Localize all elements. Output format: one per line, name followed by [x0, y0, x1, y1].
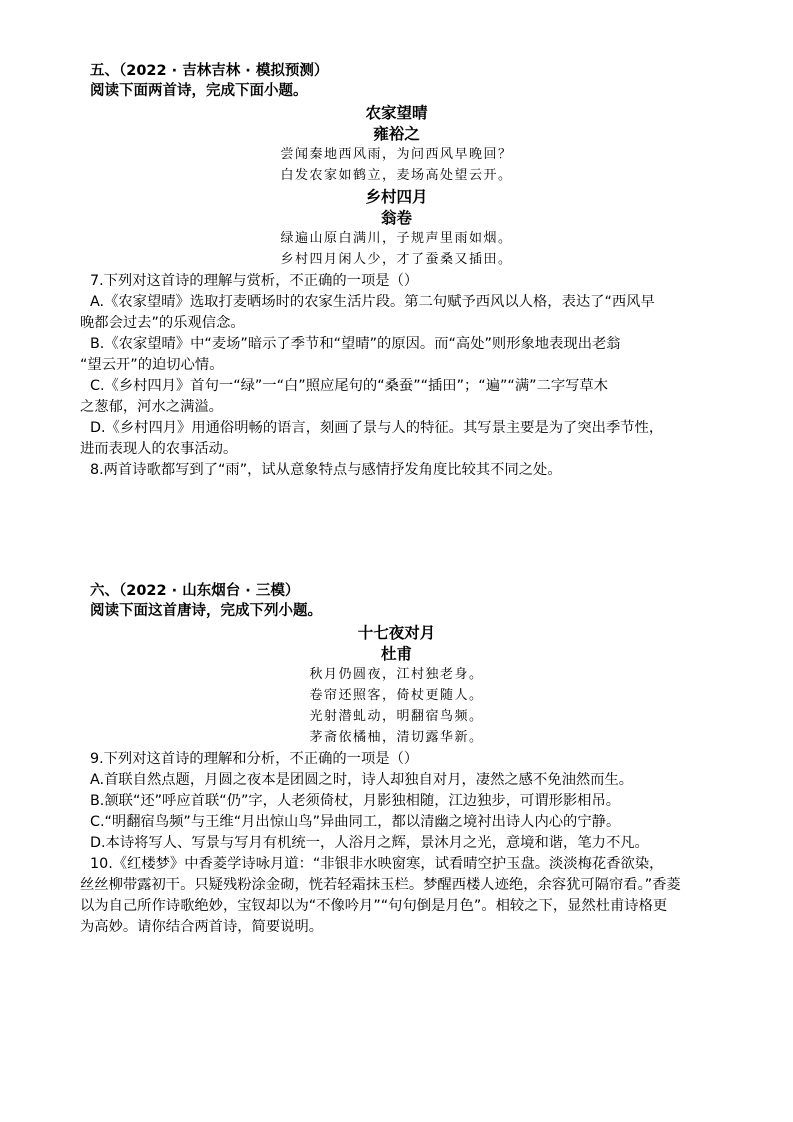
q10-line2: 丝丝柳带露初干。只疑残粉涂金砌，恍若轻霜抹玉栏。梦醒西楼人迹绝，余容犹可隔帘看。”香菱: [80, 877, 681, 893]
poem1-title: 农家望晴: [365, 104, 428, 122]
poem2-author: 翁卷: [380, 209, 412, 227]
poem2-line: 乡村四月闲人少，才了蚕桑又插田。: [280, 252, 513, 267]
q9-option-b: B.颔联“还”呼应首联“仍”字，人老须倚杖，月影独相随，江边独步，可谓形影相吊。: [90, 793, 621, 809]
q7-option-d-line1: D.《乡村四月》用通俗明畅的语言，刻画了景与人的特征。其写景主要是为了突出季节性，: [90, 420, 664, 436]
q7-option-a-line2: 晚都会过去”的乐观信念。: [80, 315, 245, 331]
q7-option-b-line1: B.《农家望晴》中“麦场”暗示了季节和“望晴”的原因。而“高处”则形象地表现出老翁: [90, 336, 621, 352]
q9-option-c: C.“明翻宿鸟频”与王维“月出惊山鸟”异曲同工，都以清幽之境衬出诗人内心的宁静。: [90, 814, 621, 830]
q7-option-d-line2: 进而表现人的农事活动。: [80, 441, 238, 457]
q7-option-c-line2: 之葱郁，河水之满溢。: [80, 399, 223, 415]
poem2-line: 绿遍山原白满川，子规声里雨如烟。: [280, 231, 513, 246]
poem3-line: 秋月仍圆夜，江村独老身。: [309, 667, 484, 682]
section5-instruction: 阅读下面两首诗，完成下面小题。: [90, 83, 308, 99]
q10-line4: 为高妙。请你结合两首诗，简要说明。: [80, 919, 324, 935]
q9-option-a: A.首联自然点题，月圆之夜本是团圆之时，诗人却独自对月，凄然之感不免油然而生。: [90, 772, 634, 788]
q8-question: 8.两首诗歌都写到了“雨”，试从意象特点与感情抒发角度比较其不同之处。: [90, 462, 562, 478]
poem3-author: 杜甫: [380, 645, 412, 663]
q7-option-c-line1: C.《乡村四月》首句一“绿”一“白”照应尾句的“桑蚕”“插田”；“遍”“满”二字写草木: [90, 378, 609, 394]
section5-heading: 五、（2022 · 吉林吉林 · 模拟预测）: [90, 63, 329, 79]
poem3-title: 十七夜对月: [357, 624, 436, 642]
poem2-title: 乡村四月: [365, 188, 428, 206]
poem1-author: 雍裕之: [373, 125, 420, 143]
poem3-line: 茅斋依橘柚，清切露华新。: [309, 730, 484, 745]
q10-line1: 10.《红楼梦》中香菱学诗咏月道：“非银非水映窗寒，试看晴空护玉盘。淡淡梅花香欲染，: [90, 856, 664, 872]
poem3-line: 光射潜虬动，明翻宿鸟频。: [309, 709, 484, 724]
q9-stem: 9.下列对这首诗的理解和分析，不正确的一项是（）: [90, 751, 419, 767]
q10-line3: 以为自己所作诗歌绝妙，宝钗却以为“不像吟月”“句句倒是月色”。相较之下，显然杜甫诗格更: [80, 898, 668, 914]
poem3-line: 卷帘还照客，倚杖更随人。: [309, 688, 484, 703]
q9-option-d: D.本诗将写人、写景与写月有机统一，人浴月之辉，景沐月之光，意境和谐，笔力不凡。: [90, 835, 649, 851]
q7-option-a-line1: A.《农家望晴》选取打麦晒场时的农家生活片段。第二句赋予西风以人格，表达了“西风早: [90, 294, 655, 310]
q7-option-b-line2: “望云开”的迫切心情。: [80, 357, 224, 373]
q7-stem: 7.下列对这首诗的理解与赏析，不正确的一项是（）: [90, 273, 419, 289]
section6-heading: 六、（2022 · 山东烟台 · 三模）: [90, 583, 300, 599]
section6-instruction: 阅读下面这首唐诗，完成下列小题。: [90, 603, 322, 619]
poem1-line: 白发农家如鹤立，麦场高处望云开。: [280, 168, 513, 183]
poem1-line: 尝闻秦地西风雨，为问西风早晚回？: [280, 147, 513, 162]
